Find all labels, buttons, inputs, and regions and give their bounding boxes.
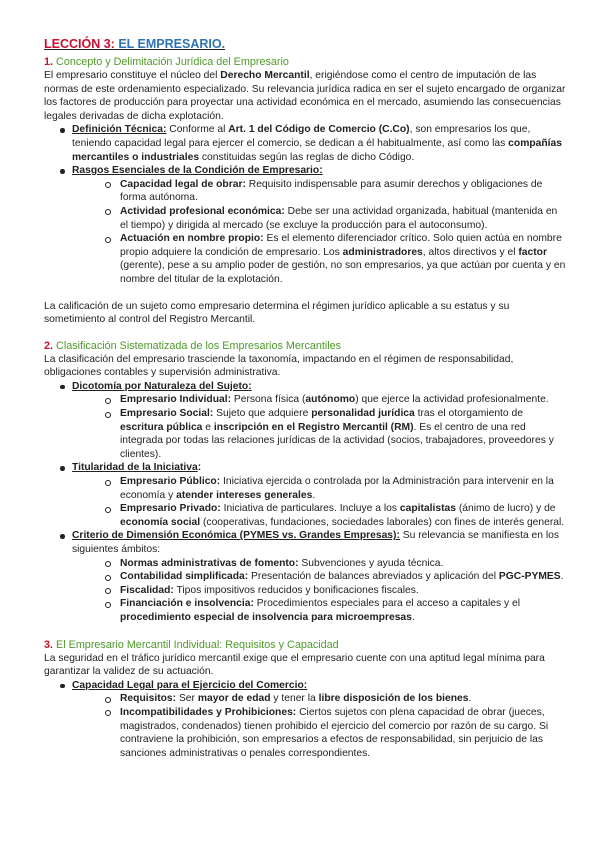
section-1-intro: El empresario constituye el núcleo del Derecho Mercantil, erigiéndose como el centro de imputación de las normas de este ordenamiento especializado. Su relevancia jurídica radica en ser el sujeto encargado de organizar los factores de producción para proyectar una actividad económica en el mercado, asumiendo las consecuencias legales derivadas de dicha explotación. bbox=[44, 70, 566, 122]
list-item-titularidad: Titularidad de la Iniciativa: Empresario Público: Iniciativa ejercida o controlada por la Administración para intervenir en la economía y atender intereses generales. Empresario Privado: Iniciativa de particulares. Incluye a los capitalistas (ánimo de lucro) y de economía social (cooperativas, fundaciones, sociedades laborales) con fines de interés general. bbox=[44, 461, 566, 529]
sub-item-requisitos: Requisitos: Ser mayor de edad y tener la libre disposición de los bienes. bbox=[72, 692, 566, 706]
list-item-capacidad-legal: Capacidad Legal para el Ejercicio del Comercio: Requisitos: Ser mayor de edad y tener la libre disposición de los bienes. Incompatibilidades y Prohibiciones: Ciertos sujetos con plena capacidad de obrar (jueces, magistrados, condenados) tienen prohibido el ejercicio del comercio por razón de su cargo. Si contraviene la prohibición, son empresarios a efectos de responsabilidad, sin perjuicio de las sanciones administrativas o penales correspondientes. bbox=[44, 679, 566, 761]
sub-item-publico: Empresario Público: Iniciativa ejercida o controlada por la Administración para intervenir en la economía y atender intereses generales. bbox=[72, 475, 566, 502]
section-1-list bbox=[44, 123, 566, 286]
sub-item-incompatibilidades: Incompatibilidades y Prohibiciones: Ciertos sujetos con plena capacidad de obrar (jueces, magistrados, condenados) tienen prohibido el ejercicio del comercio por razón de su cargo. Si contraviene la prohibición, son empresarios a efectos de responsabilidad, sin perjuicio de las sanciones administrativas o penales correspondientes. bbox=[72, 706, 566, 760]
list-item-dimension: Criterio de Dimensión Económica (PYMES vs. Grandes Empresas): Su relevancia se manifiesta en los siguientes ámbitos: Normas administrativas de fomento: Subvenciones y ayuda técnica. Contabilidad simplificada: Presentación de balances abreviados y aplicación del PGC-PYMES. Fiscalidad: Tipos impositivos reducidos y bonificaciones fiscales. Financiación e insolvencia: Procedimientos especiales para el acceso a capitales y el procedimiento especial de insolvencia para microempresas. bbox=[44, 529, 566, 624]
document-page bbox=[44, 36, 566, 760]
section-3-heading: 3. El Empresario Mercantil Individual: Requisitos y Capacidad bbox=[44, 638, 339, 651]
section-3-list bbox=[44, 679, 566, 761]
section-1-closing: La calificación de un sujeto como empresario determina el régimen jurídico aplicable a su estatus y su sometimiento al control del Registro Mercantil. bbox=[44, 300, 510, 326]
sub-item-contabilidad: Contabilidad simplificada: Presentación de balances abreviados y aplicación del PGC-PYMES. bbox=[72, 570, 566, 584]
list-item-dicotomia: Dicotomía por Naturaleza del Sujeto: Empresario Individual: Persona física (autónomo) que ejerce la actividad profesionalmente. Empresario Social: Sujeto que adquiere personalidad jurídica tras el otorgamiento de escritura pública e inscripción en el Registro Mercantil (RM). Es el centro de una red integrada por todas las relaciones jurídicas de la actividad (socios, trabajadores, proveedores y clientes). bbox=[44, 380, 566, 462]
section-2-intro: La clasificación del empresario trasciende la taxonomía, impactando en el régimen de responsabilidad, obligaciones contables y supervisión administrativa. bbox=[44, 353, 514, 379]
sub-item-fomento: Normas administrativas de fomento: Subvenciones y ayuda técnica. bbox=[72, 557, 566, 571]
section-3-intro: La seguridad en el tráfico jurídico mercantil exige que el empresario cuente con una aptitud legal mínima para garantizar la validez de su actuación. bbox=[44, 652, 545, 678]
sub-item-financiacion: Financiación e insolvencia: Procedimientos especiales para el acceso a capitales y el procedimiento especial de insolvencia para microempresas. bbox=[72, 597, 566, 624]
lesson-title: LECCIÓN 3: EL EMPRESARIO. bbox=[44, 37, 226, 51]
sub-item-individual: Empresario Individual: Persona física (autónomo) que ejerce la actividad profesionalmente. bbox=[72, 393, 566, 407]
sub-item-social: Empresario Social: Sujeto que adquiere personalidad jurídica tras el otorgamiento de escritura pública e inscripción en el Registro Mercantil (RM). Es el centro de una red integrada por todas las relaciones jurídicas de la actividad (socios, trabajadores, proveedores y clientes). bbox=[72, 407, 566, 461]
section-1-heading: 1. Concepto y Delimitación Jurídica del Empresario bbox=[44, 56, 289, 68]
sub-item-actividad: Actividad profesional económica: Debe ser una actividad organizada, habitual (mantenida en el tiempo) y dirigida al mercado (se excluye la producción para el autoconsumo). bbox=[72, 205, 566, 232]
section-2-list bbox=[44, 380, 566, 625]
sub-item-fiscalidad: Fiscalidad: Tipos impositivos reducidos y bonificaciones fiscales. bbox=[72, 584, 566, 598]
sub-item-privado: Empresario Privado: Iniciativa de particulares. Incluye a los capitalistas (ánimo de lucro) y de economía social (cooperativas, fundaciones, sociedades laborales) con fines de interés general. bbox=[72, 502, 566, 529]
sub-item-actuacion: Actuación en nombre propio: Es el elemento diferenciador crítico. Solo quien actúa en nombre propio adquiere la condición de empresario. Los administradores, altos directivos y el factor (gerente), pese a su amplio poder de gestión, no son empresarios, ya que actúan por cuenta y en nombre del titular de la explotación. bbox=[72, 232, 566, 286]
list-item-definicion: Definición Técnica: Conforme al Art. 1 del Código de Comercio (C.Co), son empresarios los que, teniendo capacidad legal para ejercer el comercio, se dedican a él habitualmente, así como las compañías mercantiles o industriales constituidas según las reglas de dicho Código. bbox=[44, 123, 566, 164]
sub-item-capacidad: Capacidad legal de obrar: Requisito indispensable para asumir derechos y obligaciones de forma autónoma. bbox=[72, 178, 566, 205]
section-2-heading: 2. Clasificación Sistematizada de los Empresarios Mercantiles bbox=[44, 339, 342, 352]
list-item-rasgos: Rasgos Esenciales de la Condición de Empresario: Capacidad legal de obrar: Requisito indispensable para asumir derechos y obligaciones de forma autónoma. Actividad profesional económica: Debe ser una actividad organizada, habitual (mantenida en el tiempo) y dirigida al mercado (se excluye la producción para el autoconsumo). Actuación en nombre propio: Es el elemento diferenciador crítico. Solo quien actúa en nombre propio adquiere la condición de empresario. Los administradores, altos directivos y el factor (gerente), pese a su amplio poder de gestión, no son empresarios, ya que actúan por cuenta y en nombre del titular de la explotación. bbox=[44, 164, 566, 286]
